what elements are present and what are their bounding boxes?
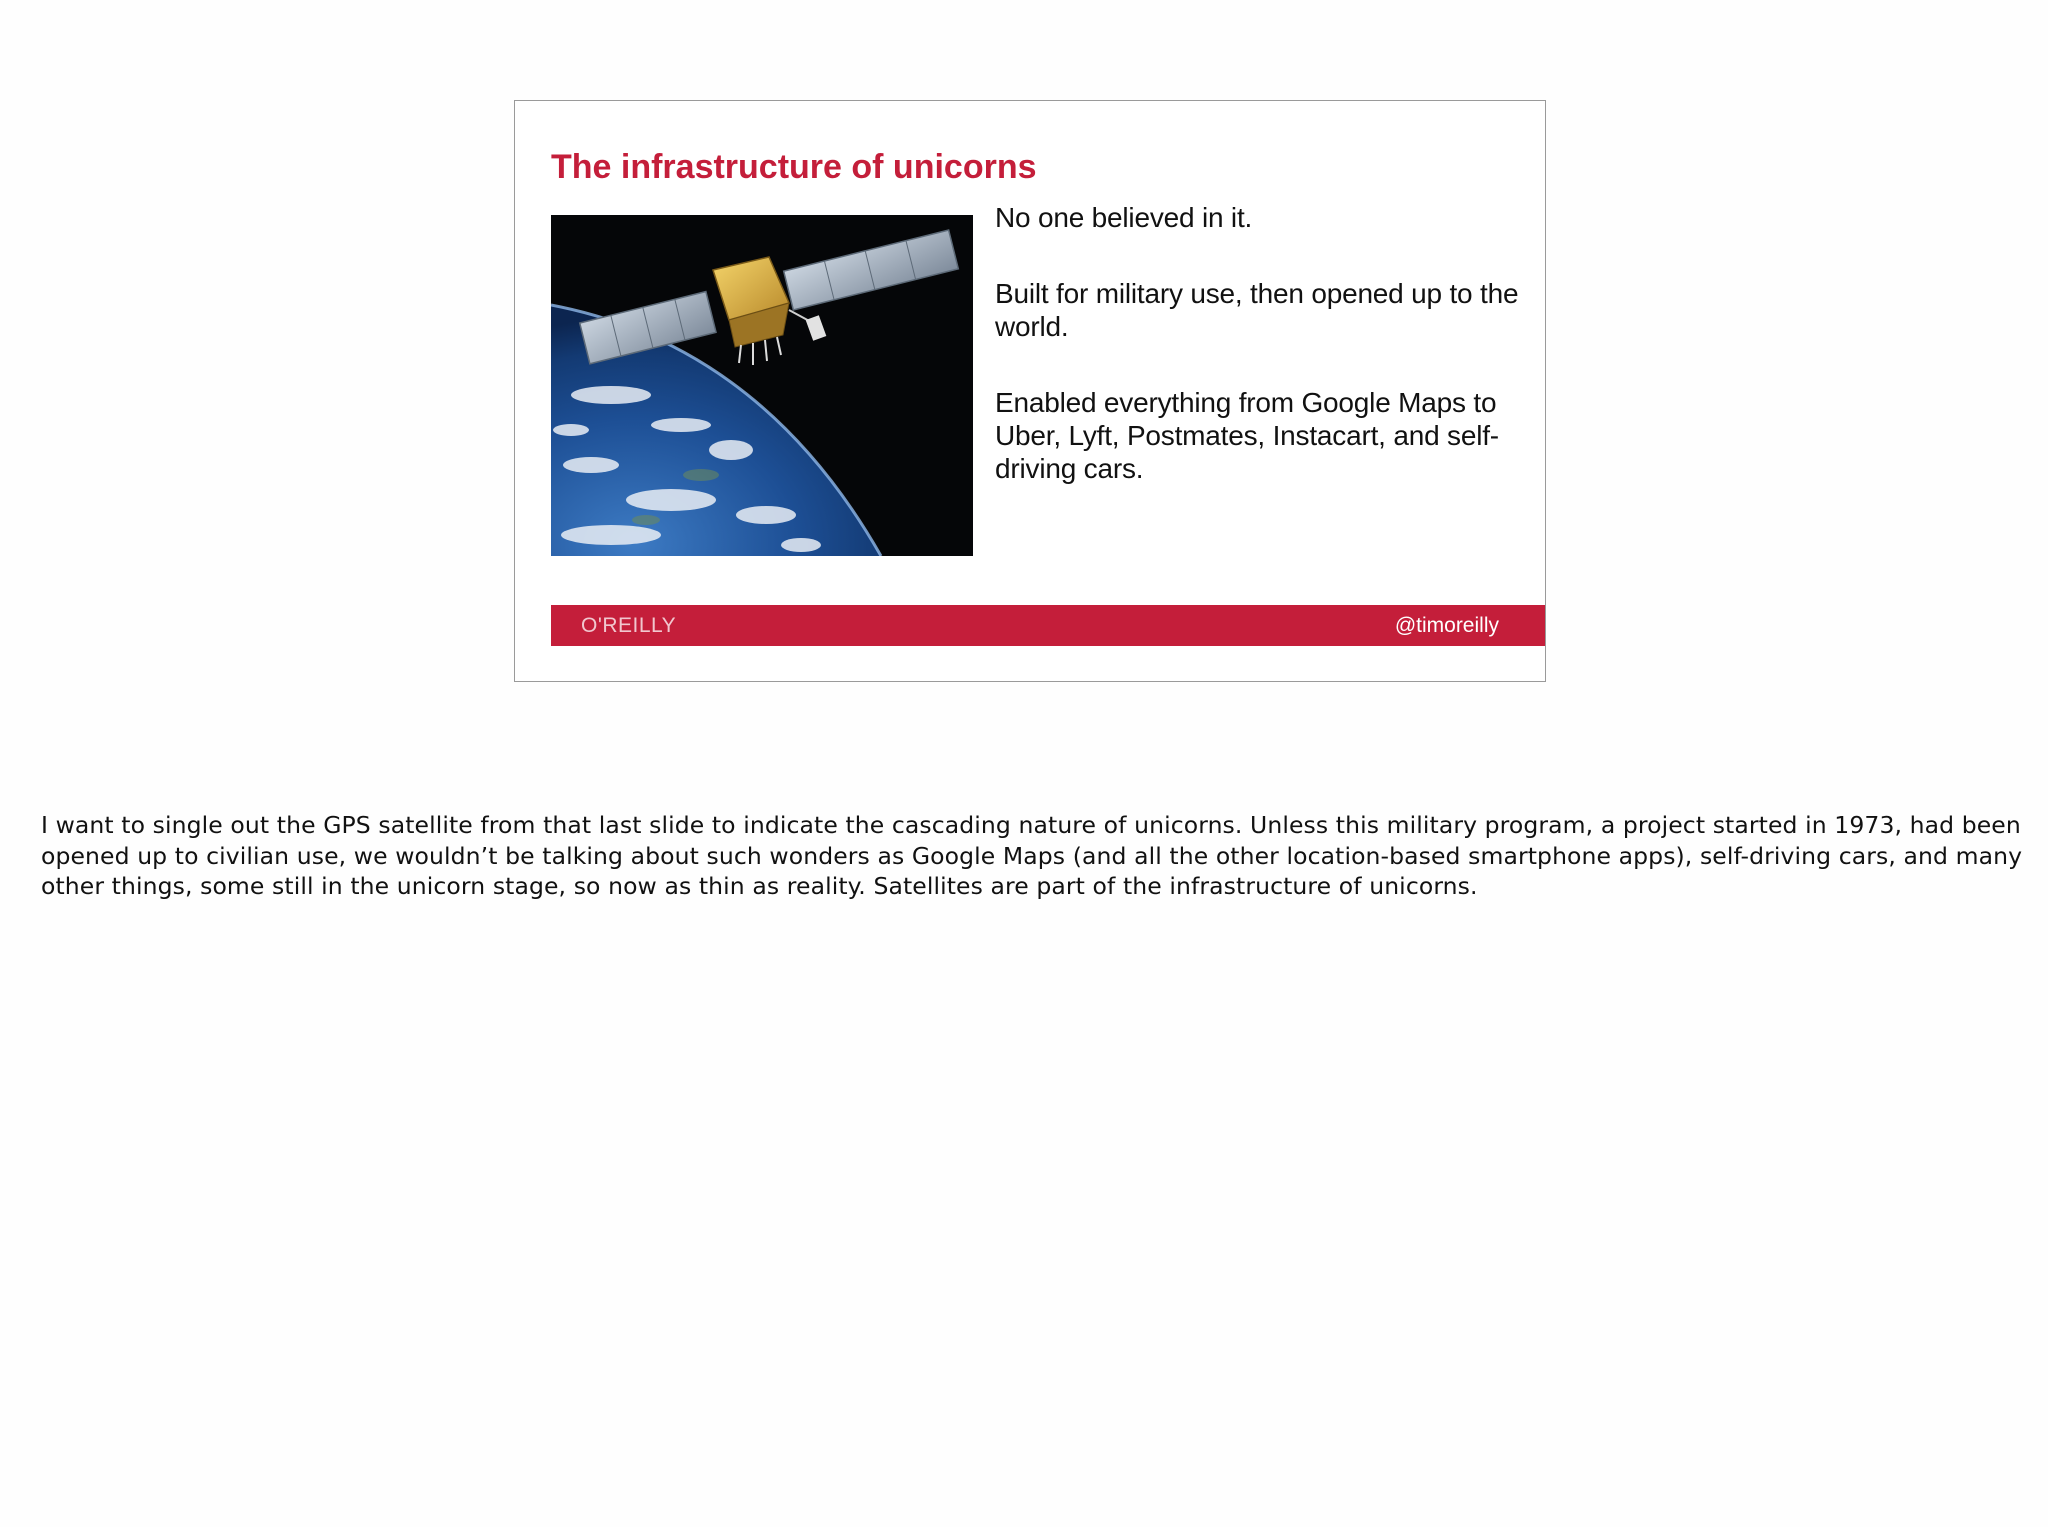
footer-bar: [551, 605, 1546, 646]
bullet-item: Enabled everything from Google Maps to Uber, Lyft, Postmates, Instacart, and self-driving cars.: [995, 387, 1499, 484]
bullet-item: No one believed in it.: [995, 202, 1253, 233]
slide: [514, 100, 1546, 682]
slide-title: The infrastructure of unicorns: [551, 148, 1037, 186]
speaker-notes: I want to single out the GPS satellite from that last slide to indicate the cascading nature of unicorns. Unless this military program, a project started in 1973, had been opened up to civilian use, we wouldn’t be talking about such wonders as Google Maps (and all the other location-based smartphone apps), self-driving cars, and many other things, some still in the unicorn stage, so now as thin as reality. Satellites are part of the infrastructure of unicorns.: [41, 811, 2023, 900]
bullet-list: [995, 201, 1535, 528]
twitter-handle: @timoreilly: [1394, 614, 1499, 637]
oreilly-logo: O'REILLY: [581, 614, 677, 637]
satellite-over-earth-icon: [551, 215, 973, 556]
bullet-item: Built for military use, then opened up to the world.: [995, 278, 1519, 342]
